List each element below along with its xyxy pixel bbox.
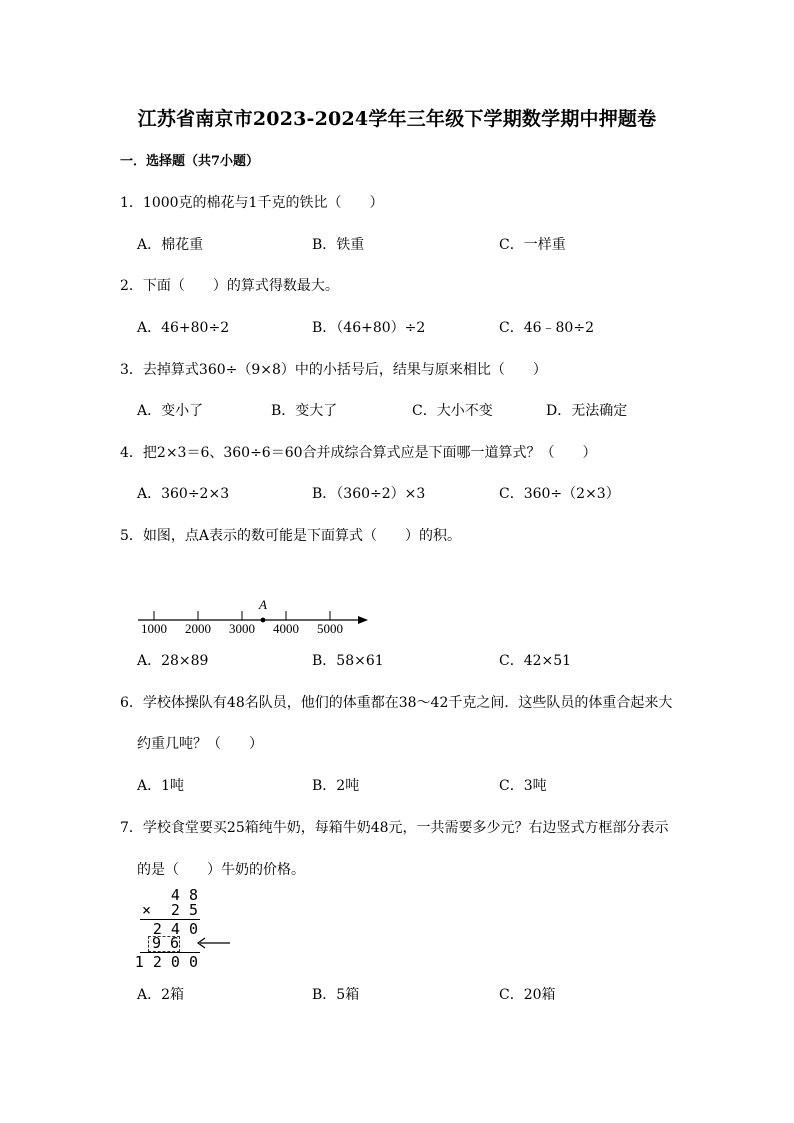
number-line-figure — [134, 596, 374, 638]
q7-option-c[interactable]: C．20箱 — [499, 987, 556, 1003]
q3-option-d[interactable]: D．无法确定 — [546, 403, 628, 419]
tick-label-4000: 4000 — [273, 621, 299, 636]
tick-label-1000: 1000 — [141, 621, 167, 636]
q6-option-c[interactable]: C．3吨 — [499, 778, 547, 794]
left-arrow-icon — [194, 936, 234, 950]
question-2: 2．下面（ ）的算式得数最大。 — [120, 278, 339, 294]
q3-option-b[interactable]: B．变大了 — [271, 403, 338, 419]
tick-label-2000: 2000 — [185, 621, 211, 636]
calc-result: 1 2 0 0 — [134, 953, 198, 971]
calc-row-multiplicand: 4 8 — [170, 886, 198, 904]
calc-partial-240: 2 4 0 — [152, 920, 198, 938]
calc-partial-96: 9 6 — [152, 934, 180, 952]
question-4: 4．把2×3＝6、360÷6＝60合并成综合算式应是下面哪一道算式？（ ） — [120, 445, 597, 461]
point-a-dot — [261, 618, 266, 623]
calc-row-multiplier: 2 5 — [170, 901, 198, 919]
q6-option-b[interactable]: B．2吨 — [312, 778, 360, 794]
question-5: 5．如图，点A表示的数可能是下面算式（ ）的积。 — [120, 528, 462, 544]
q5-option-c[interactable]: C．42×51 — [499, 653, 572, 669]
q2-option-c[interactable]: C．46﹣80÷2 — [499, 320, 594, 336]
q7-option-a[interactable]: A．2箱 — [137, 987, 185, 1003]
q1-option-c[interactable]: C．一样重 — [499, 237, 566, 253]
q4-option-b[interactable]: B．（360÷2）×3 — [312, 486, 426, 502]
question-6-line-2: 约重几吨？（ ） — [137, 736, 263, 752]
q1-option-a[interactable]: A．棉花重 — [137, 237, 204, 253]
q6-option-a[interactable]: A．1吨 — [137, 778, 185, 794]
question-1: 1．1000克的棉花与1千克的铁比（ ） — [120, 195, 384, 211]
question-7-line-1: 7．学校食堂要买25箱纯牛奶，每箱牛奶48元，一共需要多少元？右边竖式方框部分表示 — [120, 820, 669, 836]
q7-option-b[interactable]: B．5箱 — [312, 987, 360, 1003]
q4-option-a[interactable]: A．360÷2×3 — [137, 486, 230, 502]
section-heading: 一．选择题（共7小题） — [120, 154, 260, 169]
q5-option-b[interactable]: B．58×61 — [312, 653, 384, 669]
q4-option-c[interactable]: C．360÷（2×3） — [499, 486, 620, 502]
q3-option-c[interactable]: C．大小不变 — [412, 403, 493, 419]
vertical-calculation — [134, 886, 238, 971]
calc-times-sign: × — [142, 901, 152, 919]
tick-label-3000: 3000 — [229, 621, 255, 636]
question-6-line-1: 6．学校体操队有48名队员，他们的体重都在38～42千克之间．这些队员的体重合起来大 — [120, 695, 673, 711]
q5-option-a[interactable]: A．28×89 — [137, 653, 209, 669]
question-3: 3．去掉算式360÷（9×8）中的小括号后，结果与原来相比（ ） — [120, 362, 547, 378]
q2-option-a[interactable]: A．46+80÷2 — [137, 320, 230, 336]
question-7-line-2: 的是（ ）牛奶的价格。 — [137, 862, 305, 878]
q1-option-b[interactable]: B．铁重 — [312, 237, 365, 253]
page-title: 江苏省南京市2023-2024学年三年级下学期数学期中押题卷 — [137, 108, 657, 130]
tick-label-5000: 5000 — [317, 621, 343, 636]
q3-option-a[interactable]: A．变小了 — [137, 403, 204, 419]
number-line-arrow-icon — [358, 616, 368, 624]
point-a-label: A — [259, 597, 267, 612]
q2-option-b[interactable]: B．（46+80）÷2 — [312, 320, 426, 336]
